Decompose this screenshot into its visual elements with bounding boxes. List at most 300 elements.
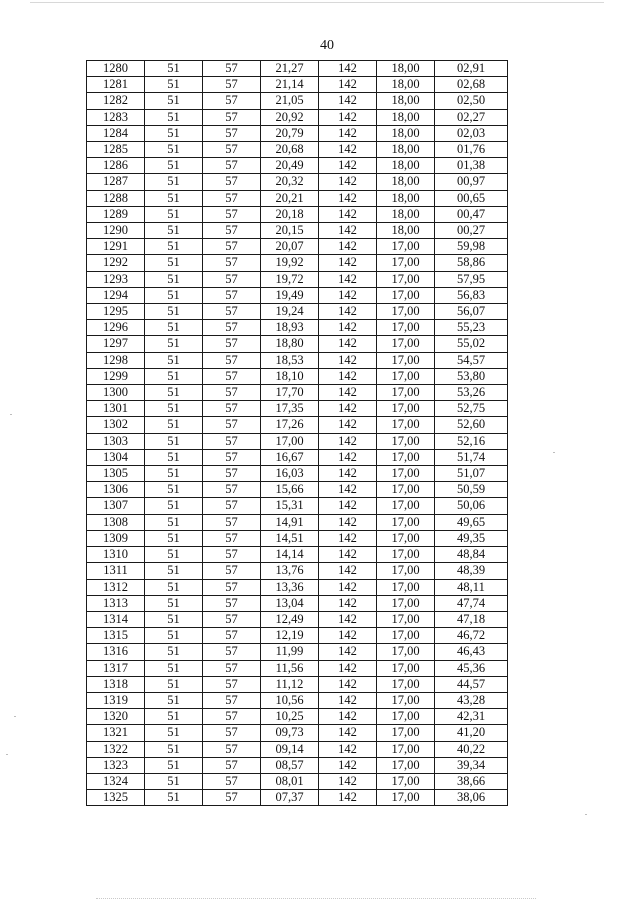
table-cell: 57 xyxy=(203,304,261,320)
table-cell: 142 xyxy=(319,595,377,611)
table-cell: 57 xyxy=(203,741,261,757)
table-cell: 57 xyxy=(203,628,261,644)
table-cell: 1299 xyxy=(87,368,145,384)
table-cell: 17,00 xyxy=(377,336,435,352)
table-cell: 1312 xyxy=(87,579,145,595)
table-cell: 1313 xyxy=(87,595,145,611)
table-cell: 40,22 xyxy=(435,741,508,757)
table-cell: 51 xyxy=(145,271,203,287)
table-cell: 18,00 xyxy=(377,93,435,109)
table-cell: 18,00 xyxy=(377,158,435,174)
table-cell: 142 xyxy=(319,190,377,206)
table-cell: 51 xyxy=(145,498,203,514)
table-cell: 51,07 xyxy=(435,466,508,482)
table-cell: 52,75 xyxy=(435,401,508,417)
table-cell: 57 xyxy=(203,223,261,239)
table-cell: 57 xyxy=(203,676,261,692)
table-cell: 17,00 xyxy=(377,449,435,465)
table-cell: 57 xyxy=(203,660,261,676)
table-cell: 17,00 xyxy=(377,401,435,417)
table-cell: 142 xyxy=(319,498,377,514)
table-cell: 02,27 xyxy=(435,109,508,125)
table-cell: 17,00 xyxy=(377,255,435,271)
table-row xyxy=(87,741,508,757)
table-cell: 47,74 xyxy=(435,595,508,611)
scan-speck xyxy=(10,414,12,415)
table-cell: 51 xyxy=(145,255,203,271)
table-cell: 56,83 xyxy=(435,287,508,303)
table-row xyxy=(87,352,508,368)
table-cell: 18,00 xyxy=(377,77,435,93)
table-cell: 1293 xyxy=(87,271,145,287)
table-cell: 57,95 xyxy=(435,271,508,287)
table-cell: 17,00 xyxy=(377,514,435,530)
page-number: 40 xyxy=(320,38,334,53)
table-row xyxy=(87,498,508,514)
table-row xyxy=(87,271,508,287)
table-cell: 38,66 xyxy=(435,773,508,789)
table-cell: 17,00 xyxy=(377,368,435,384)
table-row xyxy=(87,628,508,644)
table-cell: 17,00 xyxy=(377,304,435,320)
table-row xyxy=(87,660,508,676)
table-cell: 142 xyxy=(319,725,377,741)
table-row xyxy=(87,547,508,563)
table-cell: 21,05 xyxy=(261,93,319,109)
table-cell: 20,49 xyxy=(261,158,319,174)
table-cell: 41,20 xyxy=(435,725,508,741)
table-cell: 57 xyxy=(203,352,261,368)
table-cell: 43,28 xyxy=(435,692,508,708)
table-cell: 57 xyxy=(203,239,261,255)
table-cell: 142 xyxy=(319,709,377,725)
table-cell: 51 xyxy=(145,466,203,482)
table-cell: 1316 xyxy=(87,644,145,660)
table-row xyxy=(87,530,508,546)
table-cell: 45,36 xyxy=(435,660,508,676)
table-cell: 17,00 xyxy=(377,692,435,708)
table-cell: 48,11 xyxy=(435,579,508,595)
table-cell: 17,00 xyxy=(377,385,435,401)
table-cell: 57 xyxy=(203,563,261,579)
table-cell: 57 xyxy=(203,498,261,514)
table-row xyxy=(87,142,508,158)
table-cell: 142 xyxy=(319,125,377,141)
table-cell: 1321 xyxy=(87,725,145,741)
table-cell: 57 xyxy=(203,579,261,595)
table-cell: 21,14 xyxy=(261,77,319,93)
table-cell: 1280 xyxy=(87,61,145,77)
table-row xyxy=(87,466,508,482)
table-cell: 17,00 xyxy=(377,579,435,595)
table-cell: 142 xyxy=(319,93,377,109)
table-row xyxy=(87,239,508,255)
table-row xyxy=(87,223,508,239)
table-cell: 57 xyxy=(203,142,261,158)
table-cell: 01,38 xyxy=(435,158,508,174)
table-cell: 1303 xyxy=(87,433,145,449)
table-cell: 51 xyxy=(145,757,203,773)
table-cell: 17,00 xyxy=(377,563,435,579)
table-cell: 51 xyxy=(145,514,203,530)
table-row xyxy=(87,255,508,271)
table-cell: 01,76 xyxy=(435,142,508,158)
table-cell: 57 xyxy=(203,773,261,789)
table-row xyxy=(87,579,508,595)
table-cell: 20,18 xyxy=(261,206,319,222)
table-cell: 20,68 xyxy=(261,142,319,158)
table-cell: 17,00 xyxy=(377,530,435,546)
table-cell: 142 xyxy=(319,482,377,498)
table-cell: 51 xyxy=(145,61,203,77)
table-cell: 18,10 xyxy=(261,368,319,384)
table-cell: 142 xyxy=(319,773,377,789)
table-row xyxy=(87,644,508,660)
table-cell: 38,06 xyxy=(435,790,508,806)
table-cell: 17,00 xyxy=(377,271,435,287)
table-cell: 18,00 xyxy=(377,190,435,206)
table-cell: 51 xyxy=(145,547,203,563)
table-cell: 57 xyxy=(203,287,261,303)
table-cell: 17,00 xyxy=(377,320,435,336)
table-row xyxy=(87,320,508,336)
table-cell: 54,57 xyxy=(435,352,508,368)
table-row xyxy=(87,417,508,433)
table-cell: 51 xyxy=(145,142,203,158)
table-cell: 57 xyxy=(203,368,261,384)
table-cell: 17,00 xyxy=(377,352,435,368)
table-cell: 57 xyxy=(203,320,261,336)
table-row xyxy=(87,676,508,692)
table-cell: 142 xyxy=(319,757,377,773)
table-cell: 1282 xyxy=(87,93,145,109)
table-row xyxy=(87,174,508,190)
table-row xyxy=(87,709,508,725)
table-cell: 142 xyxy=(319,174,377,190)
table-cell: 47,18 xyxy=(435,611,508,627)
table-cell: 17,00 xyxy=(261,433,319,449)
table-cell: 1296 xyxy=(87,320,145,336)
table-cell: 00,47 xyxy=(435,206,508,222)
table-cell: 48,39 xyxy=(435,563,508,579)
table-row xyxy=(87,304,508,320)
table-cell: 12,19 xyxy=(261,628,319,644)
table-cell: 1311 xyxy=(87,563,145,579)
table-row xyxy=(87,125,508,141)
table-cell: 15,31 xyxy=(261,498,319,514)
table-cell: 00,97 xyxy=(435,174,508,190)
table-cell: 39,34 xyxy=(435,757,508,773)
table-cell: 1304 xyxy=(87,449,145,465)
table-cell: 51,74 xyxy=(435,449,508,465)
table-row xyxy=(87,61,508,77)
table-cell: 19,92 xyxy=(261,255,319,271)
table-cell: 57 xyxy=(203,466,261,482)
table-cell: 1305 xyxy=(87,466,145,482)
table-cell: 02,50 xyxy=(435,93,508,109)
table-cell: 51 xyxy=(145,790,203,806)
table-row xyxy=(87,595,508,611)
table-cell: 51 xyxy=(145,239,203,255)
table-row xyxy=(87,773,508,789)
table-cell: 1300 xyxy=(87,385,145,401)
table-cell: 46,43 xyxy=(435,644,508,660)
table-cell: 142 xyxy=(319,287,377,303)
table-cell: 142 xyxy=(319,466,377,482)
table-cell: 51 xyxy=(145,109,203,125)
table-cell: 00,27 xyxy=(435,223,508,239)
table-cell: 142 xyxy=(319,692,377,708)
table-cell: 57 xyxy=(203,77,261,93)
table-cell: 52,16 xyxy=(435,433,508,449)
table-row xyxy=(87,725,508,741)
table-row xyxy=(87,190,508,206)
table-cell: 51 xyxy=(145,530,203,546)
table-cell: 51 xyxy=(145,773,203,789)
table-cell: 14,14 xyxy=(261,547,319,563)
table-cell: 57 xyxy=(203,109,261,125)
table-cell: 02,91 xyxy=(435,61,508,77)
table-cell: 51 xyxy=(145,611,203,627)
table-cell: 142 xyxy=(319,417,377,433)
table-cell: 51 xyxy=(145,287,203,303)
table-cell: 42,31 xyxy=(435,709,508,725)
table-cell: 55,23 xyxy=(435,320,508,336)
table-cell: 17,00 xyxy=(377,482,435,498)
table-cell: 18,00 xyxy=(377,206,435,222)
table-cell: 1324 xyxy=(87,773,145,789)
table-cell: 53,26 xyxy=(435,385,508,401)
table-cell: 51 xyxy=(145,579,203,595)
table-cell: 20,21 xyxy=(261,190,319,206)
table-cell: 1283 xyxy=(87,109,145,125)
table-cell: 57 xyxy=(203,482,261,498)
table-cell: 57 xyxy=(203,417,261,433)
table-cell: 51 xyxy=(145,692,203,708)
table-cell: 1314 xyxy=(87,611,145,627)
table-cell: 142 xyxy=(319,644,377,660)
table-cell: 10,56 xyxy=(261,692,319,708)
table-row xyxy=(87,514,508,530)
table-cell: 51 xyxy=(145,77,203,93)
table-cell: 57 xyxy=(203,401,261,417)
scan-speck xyxy=(585,814,587,815)
scan-speck xyxy=(14,716,16,717)
table-cell: 57 xyxy=(203,547,261,563)
table-cell: 13,36 xyxy=(261,579,319,595)
table-cell: 1286 xyxy=(87,158,145,174)
table-cell: 1281 xyxy=(87,77,145,93)
table-cell: 57 xyxy=(203,595,261,611)
table-cell: 14,91 xyxy=(261,514,319,530)
table-cell: 17,00 xyxy=(377,741,435,757)
table-cell: 1290 xyxy=(87,223,145,239)
coordinates-table xyxy=(86,60,508,806)
table-cell: 51 xyxy=(145,595,203,611)
table-cell: 18,93 xyxy=(261,320,319,336)
table-cell: 57 xyxy=(203,190,261,206)
table-cell: 51 xyxy=(145,206,203,222)
table-cell: 18,00 xyxy=(377,142,435,158)
table-row xyxy=(87,449,508,465)
table-cell: 51 xyxy=(145,174,203,190)
table-cell: 1307 xyxy=(87,498,145,514)
table-cell: 17,00 xyxy=(377,239,435,255)
table-cell: 142 xyxy=(319,514,377,530)
table-cell: 17,35 xyxy=(261,401,319,417)
table-cell: 19,72 xyxy=(261,271,319,287)
table-cell: 51 xyxy=(145,158,203,174)
table-cell: 51 xyxy=(145,304,203,320)
table-row xyxy=(87,77,508,93)
table-cell: 20,32 xyxy=(261,174,319,190)
table-cell: 1291 xyxy=(87,239,145,255)
table-cell: 142 xyxy=(319,449,377,465)
table-cell: 17,00 xyxy=(377,725,435,741)
table-cell: 51 xyxy=(145,660,203,676)
table-cell: 12,49 xyxy=(261,611,319,627)
table-cell: 51 xyxy=(145,563,203,579)
table-cell: 58,86 xyxy=(435,255,508,271)
table-cell: 51 xyxy=(145,644,203,660)
table-cell: 08,57 xyxy=(261,757,319,773)
table-cell: 51 xyxy=(145,352,203,368)
table-cell: 57 xyxy=(203,514,261,530)
table-cell: 142 xyxy=(319,304,377,320)
table-cell: 1302 xyxy=(87,417,145,433)
table-cell: 17,00 xyxy=(377,790,435,806)
table-cell: 20,07 xyxy=(261,239,319,255)
table-cell: 18,00 xyxy=(377,174,435,190)
table-cell: 20,15 xyxy=(261,223,319,239)
table-cell: 1301 xyxy=(87,401,145,417)
table-cell: 142 xyxy=(319,563,377,579)
table-cell: 51 xyxy=(145,433,203,449)
table-cell: 02,68 xyxy=(435,77,508,93)
table-cell: 51 xyxy=(145,741,203,757)
table-cell: 142 xyxy=(319,320,377,336)
table-cell: 1318 xyxy=(87,676,145,692)
table-cell: 18,80 xyxy=(261,336,319,352)
table-cell: 17,00 xyxy=(377,660,435,676)
table-cell: 57 xyxy=(203,174,261,190)
table-cell: 21,27 xyxy=(261,61,319,77)
table-body xyxy=(87,61,508,806)
table-cell: 142 xyxy=(319,368,377,384)
table-cell: 51 xyxy=(145,93,203,109)
table-cell: 1320 xyxy=(87,709,145,725)
table-cell: 51 xyxy=(145,336,203,352)
table-cell: 51 xyxy=(145,401,203,417)
table-cell: 18,00 xyxy=(377,223,435,239)
table-cell: 142 xyxy=(319,401,377,417)
table-cell: 17,00 xyxy=(377,466,435,482)
table-cell: 142 xyxy=(319,239,377,255)
table-cell: 1287 xyxy=(87,174,145,190)
table-cell: 57 xyxy=(203,255,261,271)
table-cell: 09,73 xyxy=(261,725,319,741)
table-cell: 17,00 xyxy=(377,595,435,611)
table-cell: 142 xyxy=(319,61,377,77)
table-cell: 57 xyxy=(203,725,261,741)
table-cell: 57 xyxy=(203,93,261,109)
top-scan-edge xyxy=(30,2,604,3)
table-row xyxy=(87,757,508,773)
table-cell: 1325 xyxy=(87,790,145,806)
table-cell: 142 xyxy=(319,336,377,352)
table-cell: 59,98 xyxy=(435,239,508,255)
table-cell: 1323 xyxy=(87,757,145,773)
table-cell: 51 xyxy=(145,125,203,141)
table-cell: 57 xyxy=(203,644,261,660)
table-cell: 17,00 xyxy=(377,709,435,725)
table-cell: 20,79 xyxy=(261,125,319,141)
table-cell: 1319 xyxy=(87,692,145,708)
table-cell: 17,00 xyxy=(377,611,435,627)
table-cell: 142 xyxy=(319,790,377,806)
table-cell: 16,03 xyxy=(261,466,319,482)
table-cell: 57 xyxy=(203,449,261,465)
table-cell: 13,76 xyxy=(261,563,319,579)
table-cell: 57 xyxy=(203,125,261,141)
table-cell: 1298 xyxy=(87,352,145,368)
table-cell: 142 xyxy=(319,158,377,174)
table-cell: 1306 xyxy=(87,482,145,498)
table-row xyxy=(87,336,508,352)
table-cell: 142 xyxy=(319,271,377,287)
table-row xyxy=(87,158,508,174)
table-cell: 142 xyxy=(319,579,377,595)
table-cell: 57 xyxy=(203,692,261,708)
table-cell: 46,72 xyxy=(435,628,508,644)
table-cell: 1294 xyxy=(87,287,145,303)
table-cell: 18,00 xyxy=(377,61,435,77)
table-cell: 13,04 xyxy=(261,595,319,611)
table-cell: 1292 xyxy=(87,255,145,271)
table-cell: 11,12 xyxy=(261,676,319,692)
table-row xyxy=(87,287,508,303)
table-cell: 51 xyxy=(145,628,203,644)
table-cell: 18,00 xyxy=(377,109,435,125)
table-row xyxy=(87,93,508,109)
table-cell: 17,00 xyxy=(377,498,435,514)
table-cell: 17,00 xyxy=(377,676,435,692)
table-cell: 142 xyxy=(319,628,377,644)
table-cell: 51 xyxy=(145,482,203,498)
table-row xyxy=(87,368,508,384)
table-cell: 17,00 xyxy=(377,547,435,563)
table-row xyxy=(87,790,508,806)
table-cell: 51 xyxy=(145,320,203,336)
table-cell: 142 xyxy=(319,142,377,158)
table-cell: 142 xyxy=(319,77,377,93)
table-row xyxy=(87,563,508,579)
table-cell: 57 xyxy=(203,61,261,77)
table-cell: 51 xyxy=(145,417,203,433)
table-cell: 142 xyxy=(319,611,377,627)
table-cell: 00,65 xyxy=(435,190,508,206)
table-cell: 18,00 xyxy=(377,125,435,141)
table-cell: 57 xyxy=(203,271,261,287)
table-cell: 11,56 xyxy=(261,660,319,676)
scan-speck xyxy=(6,754,8,755)
bottom-scan-edge xyxy=(96,898,536,899)
table-cell: 142 xyxy=(319,741,377,757)
table-cell: 07,37 xyxy=(261,790,319,806)
table-cell: 11,99 xyxy=(261,644,319,660)
table-cell: 51 xyxy=(145,223,203,239)
table-cell: 49,35 xyxy=(435,530,508,546)
